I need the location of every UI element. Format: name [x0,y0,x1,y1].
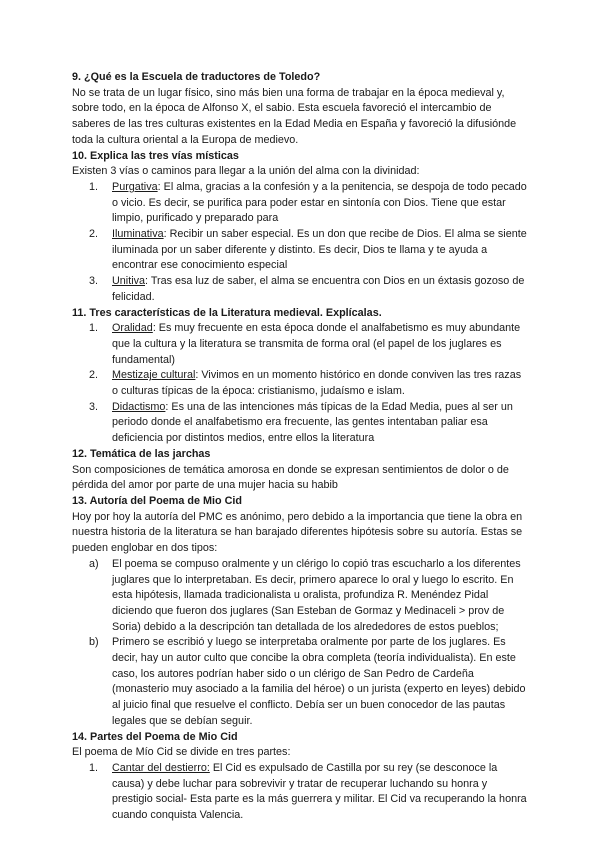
document-page [72,70,530,824]
list-item-term: Oralidad [112,322,153,335]
list-item [72,635,530,729]
section-12-text: Son composiciones de temática amorosa en donde se expresan sentimientos de dolor o de pérdida del amor por parte de una mujer hacia su habib [72,463,509,492]
list-item-number: 3. [89,275,99,288]
list-item [72,400,530,447]
section-13-list [72,557,530,730]
section-13-intro: Hoy por hoy la autoría del PMC es anónimo, pero debido a la importancia que tiene la obra en nuestra historia de la literatura se han barajado diferentes hipótesis sobre su autoría. Estas se pueden englobar en dos tipos: [72,510,523,555]
list-item [72,321,530,368]
list-item-text: El poema se compuso oralmente y un clérigo lo copió tras escucharlo a los diferentes juglares que lo interpretaban. Es decir, primero aparece lo oral y luego lo escrito. En esta hipótesis, llamada tradicionalista u oralista, profundiza R. Menéndez Pidal diciendo que fueron dos juglares (San Esteban de Gormaz y Medinaceli > prov de Soria) debido a la descripción tan detallada de los alrededores de estos pueblos; [112,557,521,633]
list-item-number: 2. [89,369,99,382]
list-item-text: Primero se escribió y luego se interpretaba oralmente por parte de los juglares. Es decir, hay un autor culto que concibe la obra completa (teoría individualista). En este caso, los autores podrían haber sido o un clérigo de San Pedro de Cardeña (monasterio muy asociado a la familia del héroe) o un jurista (experto en leyes) debido al juicio final que resuelve el conflicto. Debía ser un buen conocedor de las pautas legales que se debían seguir. [112,636,526,727]
list-item-term: Mestizaje cultural [112,369,196,382]
list-item-term: Cantar del destierro: [112,761,210,774]
section-10-heading: 10. Explica las tres vías místicas [72,149,239,162]
list-item-text: : Vivimos en un momento histórico en donde conviven las tres razas o culturas típicas de la época: cristianismo, judaísmo e islam. [112,369,522,398]
section-11-heading: 11. Tres características de la Literatura medieval. Explícalas. [72,306,382,319]
list-item [72,227,530,274]
section-9-text: No se trata de un lugar físico, sino más bien una forma de trabajar en la época medieval y, sobre todo, en la época de Alfonso X, el sabio. Esta escuela favoreció el intercambio de saberes de las tres culturas existentes en la Edad Media en España y favoreció la difusiónde toda la cultura oriental a la Europa de medievo. [72,86,517,146]
list-item [72,557,530,636]
list-item-term: Purgativa [112,180,158,193]
list-item-text: : Recibir un saber especial. Es un don que recibe de Dios. El alma se siente iluminada por un saber diferente y distinto. Es decir, Dios te llama y te ayuda a encontrar ese conocimiento especial [112,228,527,272]
section-13-heading: 13. Autoría del Poema de Mio Cid [72,494,242,507]
list-item-term: Iluminativa [112,228,164,241]
section-14-intro: El poema de Mío Cid se divide en tres partes: [72,746,291,759]
section-12-heading: 12. Temática de las jarchas [72,447,211,460]
section-14-heading: 14. Partes del Poema de Mio Cid [72,730,238,743]
section-9-heading: 9. ¿Qué es la Escuela de traductores de Toledo? [72,71,321,83]
list-item-number: 2. [89,228,99,241]
list-item [72,180,530,227]
list-item-number: 3. [89,400,99,413]
section-10-list [72,180,530,306]
section-14-list [72,761,530,824]
list-item [72,274,530,305]
section-11-list [72,321,530,447]
list-item [72,368,530,399]
list-item-number: 1. [89,761,99,774]
list-item-text: : El alma, gracias a la confesión y a la penitencia, se despoja de todo pecado o vicio. Es decir, se purifica para poder estar en sintonía con Dios. Tiene que estar limpio, purificado y preparado para [112,180,527,225]
section-10-intro: Existen 3 vías o caminos para llegar a la unión del alma con la divinidad: [72,165,420,178]
list-item-term: Unitiva [112,275,146,288]
list-item-text: El Cid es expulsado de Castilla por su rey (se desconoce la causa) y debe luchar para sobrevivir y tratar de recuperar luchando su honra y prestigio social- Esta parte es la más guerrera y militar. El Cid va recuperando la honra cuando conquista Valencia. [112,761,527,822]
list-item-number: 1. [89,180,99,193]
list-item-number: a) [89,557,99,570]
list-item-term: Didactismo [112,400,166,413]
list-item-text: : Tras esa luz de saber, el alma se encuentra con Dios en un éxtasis gozoso de felicidad. [112,275,525,303]
list-item [72,761,530,824]
list-item-text: : Es muy frecuente en esta época donde el analfabetismo es muy abundante que la cultura y la literatura se transmita de forma oral (el papel de los juglares es fundamental) [112,322,521,366]
list-item-number: b) [89,636,99,649]
list-item-number: 1. [89,322,99,335]
list-item-text: : Es una de las intenciones más típicas de la Edad Media, pues al ser un periodo donde el analfabetismo era frecuente, las gentes intentaban paliar esa deficiencia por distintos medios, entre ellos la literatura [112,400,513,445]
